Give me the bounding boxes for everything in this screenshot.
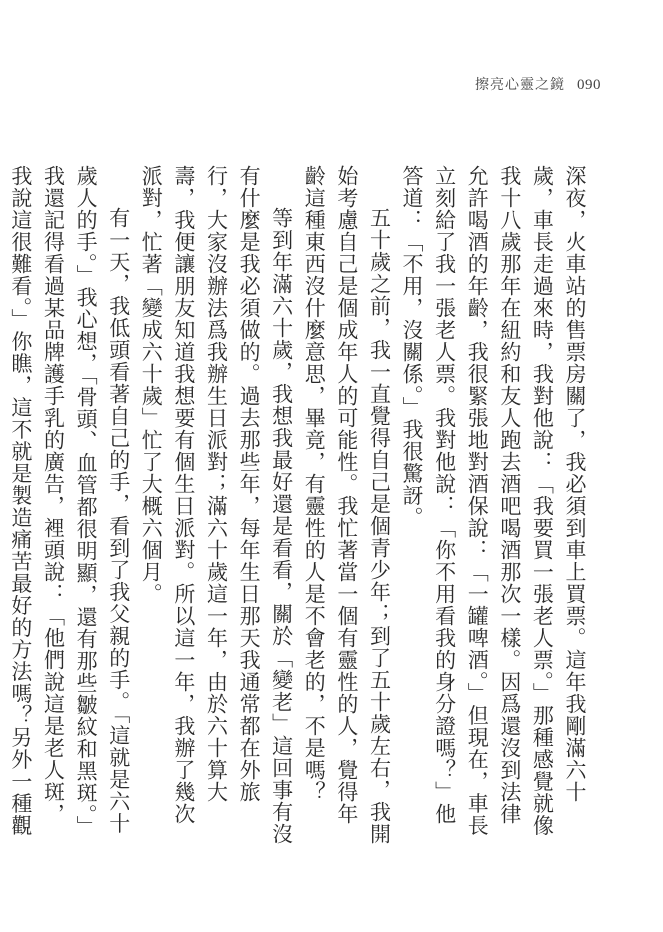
paragraph-1: 深夜，火車站的售票房關了，我必須到車上買票。這年我剛滿六十歲，車長走過來時，我對他說：「我要買一張老人票。」那種感覺就像我十八歲那年在紐約和友人跑去酒吧喝酒那次一樣。因爲還沒到法律允許喝酒的年齡，我很緊張地對酒保說：「一罐啤酒。」但現在，車長立刻給了我一張老人票。我對他說：「你不用看我的身分證嗎？」他答道：「不用，沒關係。」我很驚訝。	[400, 165, 587, 837]
paragraph-4: 有一天，我低頭看著自己的手，看到了我父親的手。「這就是六十歲人的手。」我心想，「骨頭、血管都很明顯，還有那些皺紋和黑斑。」我還記得看過某品牌護手乳的廣告，裡頭說：「他們說這是老人斑，我說這很難看。」你瞧，這不就是製造痛苦最好的方法嗎？另外一種觀	[8, 165, 131, 838]
running-header	[475, 74, 601, 94]
vertical-body-text	[8, 165, 591, 845]
chapter-title: 擦亮心靈之鏡	[475, 77, 565, 93]
paragraph-3: 等到年滿六十歲，我想我最好還是看看，關於「變老」這回事有沒有什麼是我必須做的。過去那些年，每年生日那天我通常都在外旅行，大家沒辦法爲我辦生日派對；滿六十歲這一年，由於六十算大壽，我便讓朋友知道我想要有個生日派對。所以這一年，我辦了幾次派對，忙著「變成六十歲」忙了大概六個月。	[139, 165, 294, 845]
page-number: 090	[577, 77, 601, 93]
paragraph-2: 五十歲之前，我一直覺得自己是個青少年；到了五十歲左右，我開始考慮自己是個成年人的可能性。我忙著當一個有靈性的人，覺得年齡這種東西沒什麼意思，畢竟，有靈性的人是不會老的，不是嗎？	[302, 165, 392, 845]
